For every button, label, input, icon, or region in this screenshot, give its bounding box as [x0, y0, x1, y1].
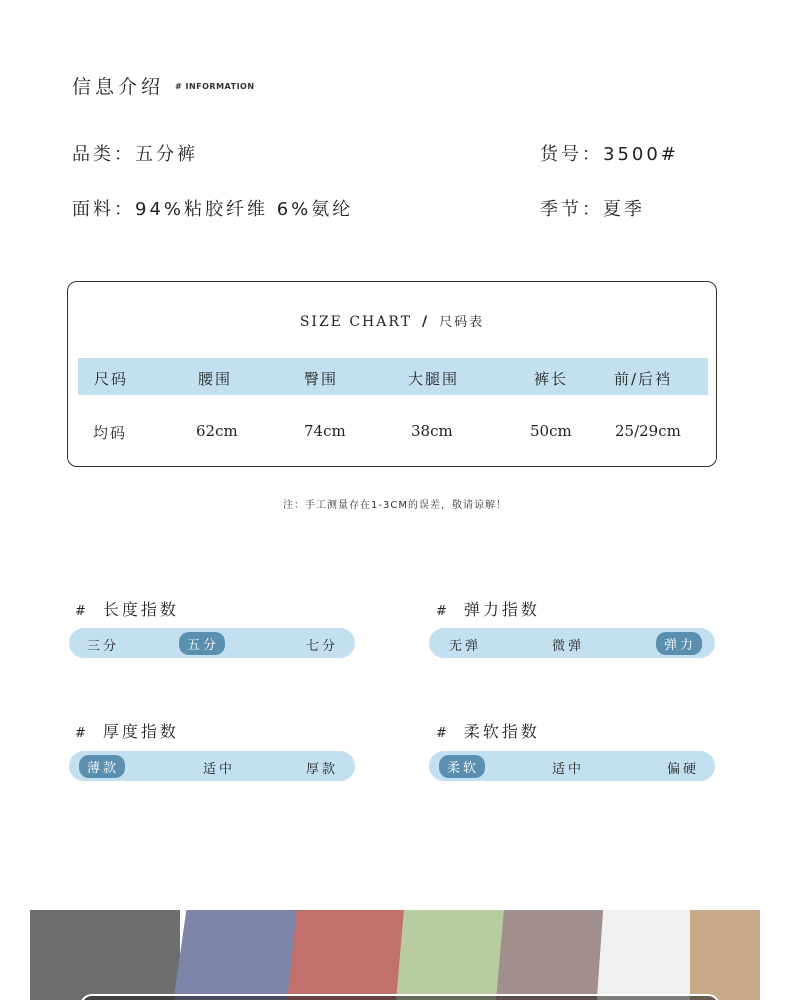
- softness-index-scale: [429, 751, 715, 781]
- fabric-info: 面料：94%粘胶纤维 6%氨纶: [72, 199, 354, 220]
- length-index-scale: [69, 628, 355, 658]
- header-rise: 前/后裆: [614, 370, 673, 388]
- header-thigh: 大腿围: [408, 370, 460, 388]
- thickness-index-scale: [69, 751, 355, 781]
- elasticity-option-stretch-selected: 弹力: [656, 632, 702, 655]
- elasticity-option-none: 无弹: [449, 639, 482, 654]
- section-subtitle: # INFORMATION: [175, 82, 255, 91]
- length-option-three: 三分: [87, 639, 120, 654]
- softness-index-label: 柔软指数: [463, 722, 540, 741]
- length-index-label: 长度指数: [102, 600, 179, 619]
- header-hip: 臀围: [304, 370, 339, 388]
- swatch-white: [597, 910, 698, 1000]
- cell-hip: 74cm: [304, 422, 346, 440]
- size-chart-title-en: SIZE CHART: [299, 314, 413, 330]
- softness-option-soft-selected: 柔软: [439, 755, 485, 778]
- softness-index-title: [436, 719, 540, 742]
- length-index-hash: #: [75, 604, 89, 619]
- elasticity-option-slight: 微弹: [552, 639, 585, 654]
- cell-thigh: 38cm: [411, 422, 453, 440]
- fabric-color-swatches-photo: [30, 910, 760, 1000]
- item-number-info: 货号：3500#: [540, 144, 679, 165]
- header-size: 尺码: [94, 370, 129, 388]
- season-info: 季节：夏季: [540, 199, 645, 220]
- swatch-mauve: [496, 910, 609, 1000]
- length-option-seven: 七分: [306, 639, 339, 654]
- cell-rise: 25/29cm: [615, 422, 681, 440]
- section-title: 信息介绍: [72, 76, 165, 98]
- softness-option-medium: 适中: [552, 762, 585, 777]
- swatch-frame: [80, 994, 720, 1000]
- size-chart: [67, 281, 717, 467]
- cell-length: 50cm: [530, 422, 572, 440]
- cell-waist: 62cm: [196, 422, 238, 440]
- elasticity-index-label: 弹力指数: [463, 600, 540, 619]
- category-info: 品类：五分裤: [72, 144, 198, 165]
- size-chart-title: [68, 311, 716, 330]
- thickness-option-thick: 厚款: [306, 762, 339, 777]
- length-option-five-selected: 五分: [179, 632, 225, 655]
- elasticity-index-hash: #: [436, 604, 450, 619]
- thickness-option-medium: 适中: [203, 762, 236, 777]
- header-waist: 腰围: [198, 370, 233, 388]
- swatch-gray: [30, 910, 180, 1000]
- swatch-blue-gray: [174, 910, 302, 1000]
- size-chart-title-slash: /: [422, 314, 430, 330]
- header-length: 裤长: [534, 370, 569, 388]
- thickness-index-hash: #: [75, 726, 89, 741]
- size-chart-header-row: [78, 358, 708, 395]
- elasticity-index-title: [436, 597, 540, 620]
- thickness-index-title: [75, 719, 179, 742]
- length-index-title: [75, 597, 179, 620]
- thickness-option-thin-selected: 薄款: [79, 755, 125, 778]
- cell-size: 均码: [93, 424, 128, 442]
- softness-index-hash: #: [436, 726, 450, 741]
- elasticity-index-scale: [429, 628, 715, 658]
- swatch-red: [287, 910, 408, 1000]
- size-chart-title-zh: 尺码表: [439, 315, 485, 330]
- swatch-tan: [690, 910, 760, 1000]
- measurement-note: 注：手工测量存在1-3CM的误差，敬请谅解！: [283, 500, 507, 511]
- swatch-green: [396, 910, 509, 1000]
- softness-option-hard: 偏硬: [667, 762, 700, 777]
- thickness-index-label: 厚度指数: [102, 722, 179, 741]
